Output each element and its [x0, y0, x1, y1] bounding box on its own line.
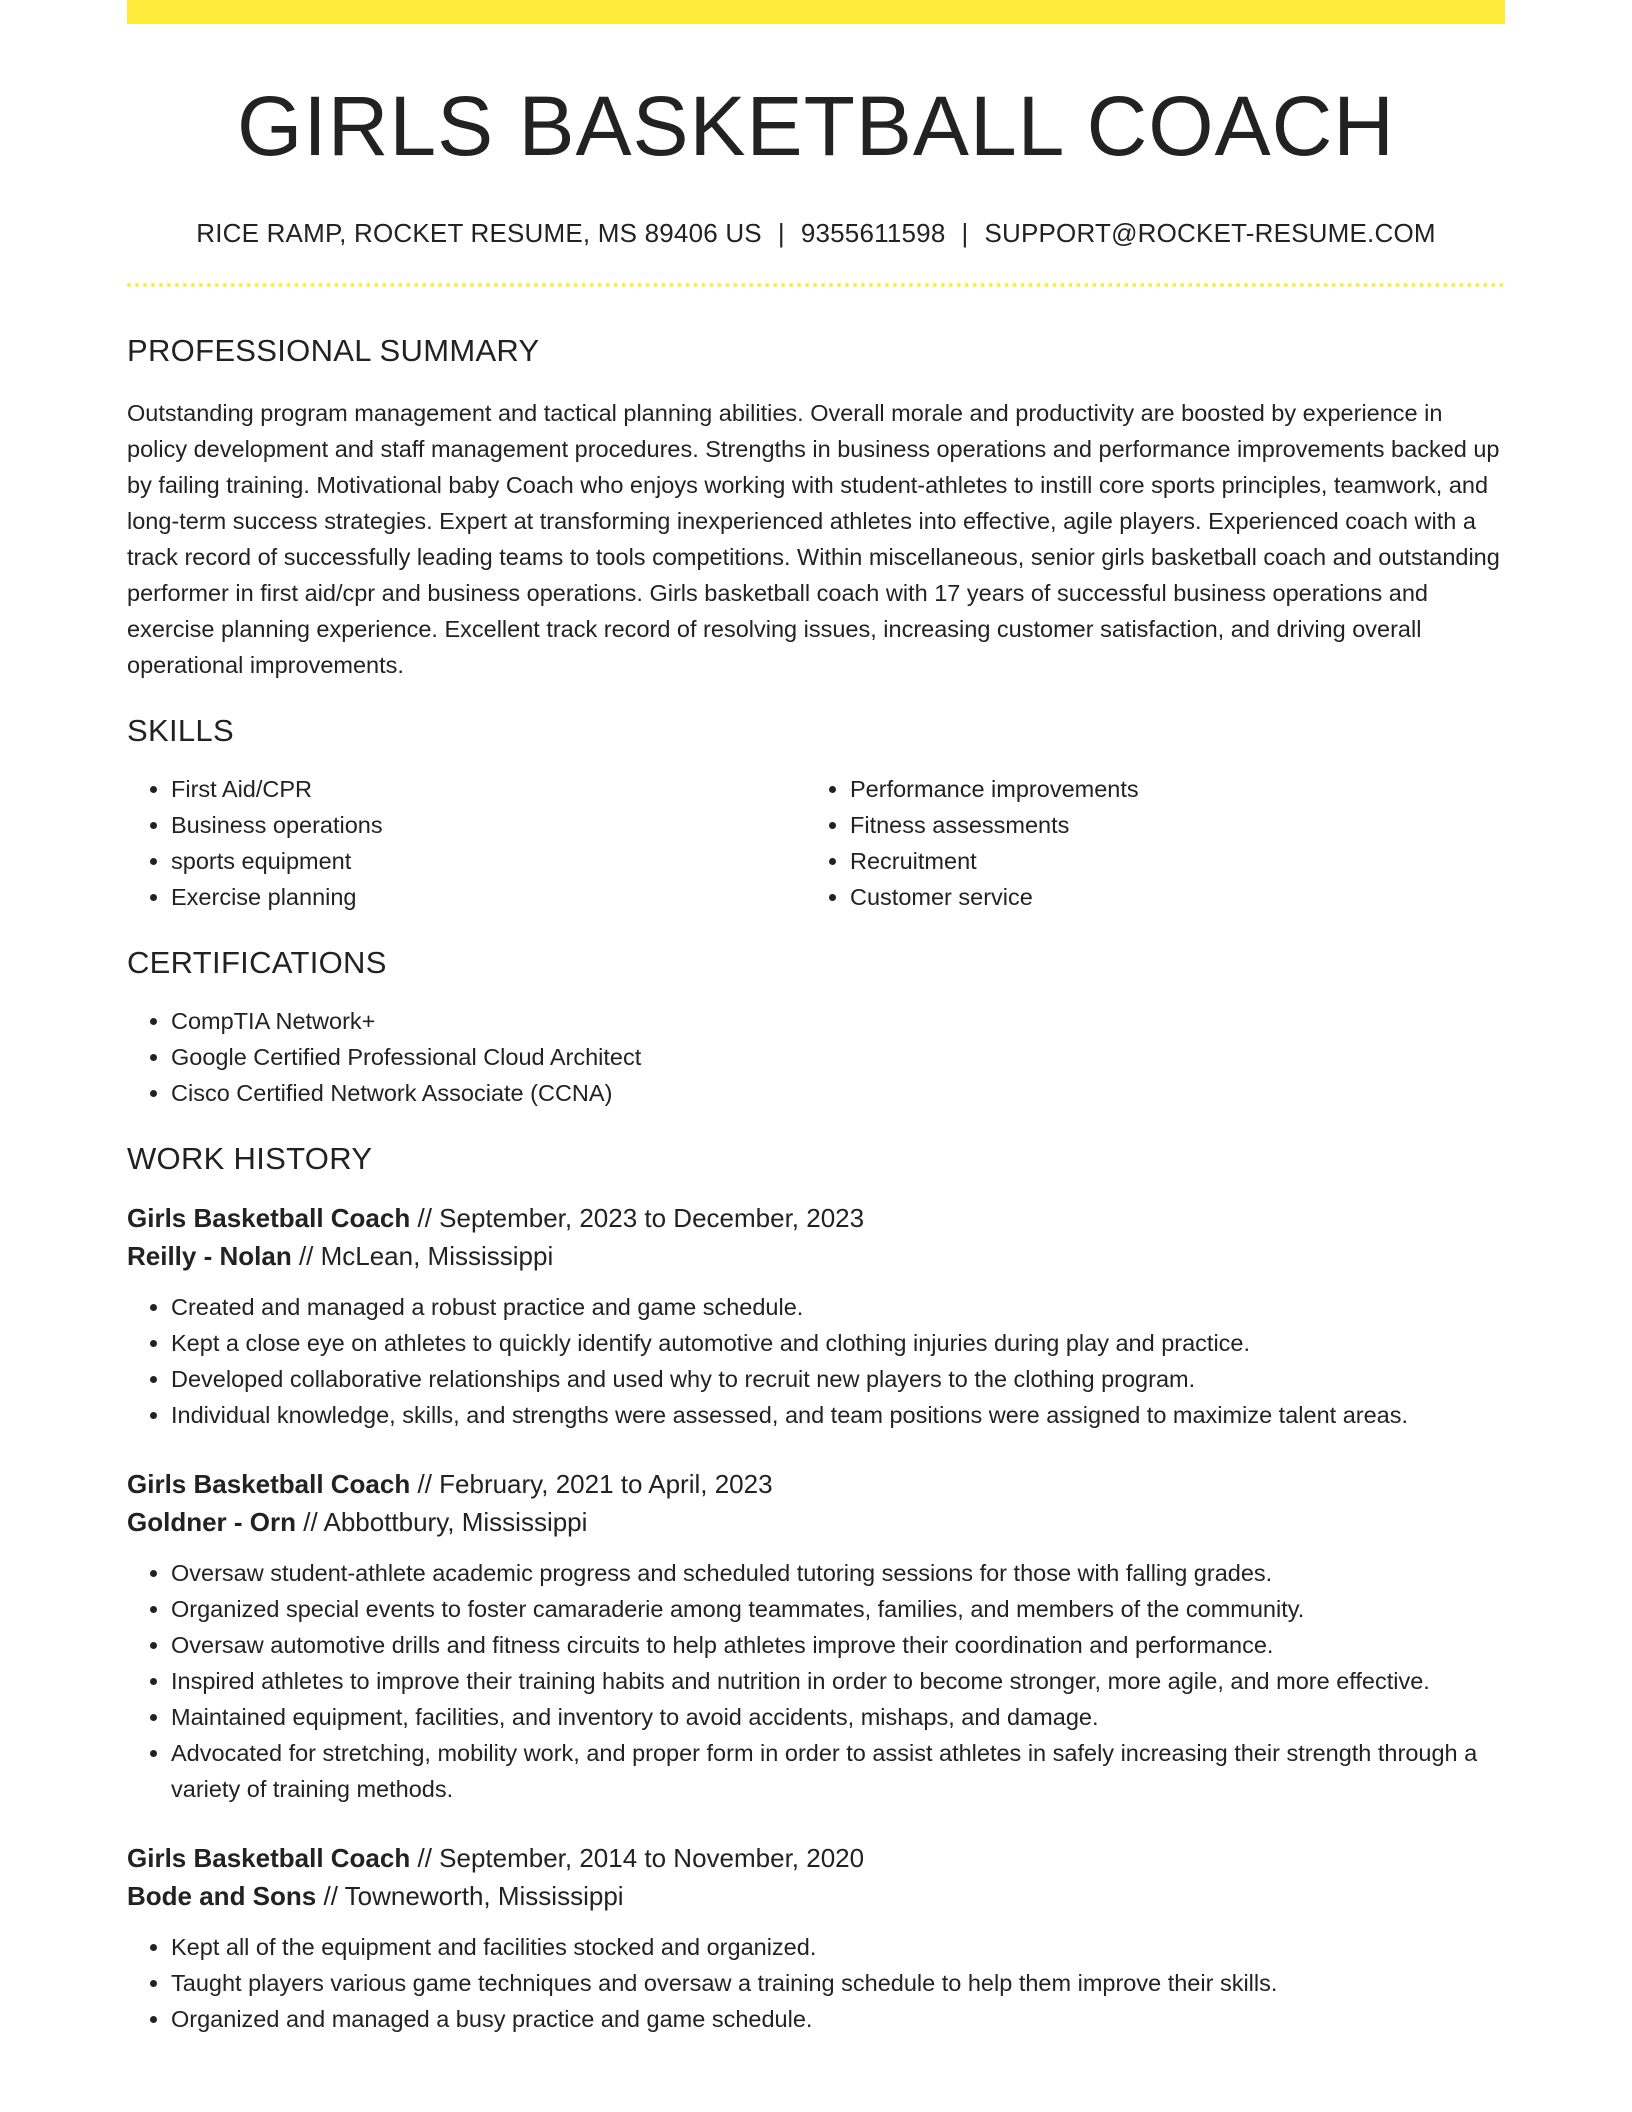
header-divider	[127, 283, 1505, 287]
resume-name: GIRLS BASKETBALL COACH	[237, 79, 1395, 173]
job-bullet: • Oversaw student-athlete academic progress and scheduled tutoring sessions for those with falling grades.	[171, 1555, 1505, 1591]
contact-phone: 9355611598	[800, 218, 946, 249]
contact-separator: |	[777, 218, 785, 249]
skill-item: • sports equipment	[171, 843, 806, 879]
job-bullets	[127, 1929, 1505, 2037]
contact-address: RICE RAMP, ROCKET RESUME, MS 89406 US	[196, 218, 762, 249]
summary-heading: PROFESSIONAL SUMMARY	[127, 333, 540, 369]
job-company: Goldner - Orn	[127, 1507, 296, 1538]
skill-item: • Exercise planning	[171, 879, 806, 915]
job-location: // McLean, Mississippi	[298, 1241, 554, 1272]
job-dates: // September, 2023 to December, 2023	[417, 1203, 865, 1234]
job-bullet: • Advocated for stretching, mobility work, and proper form in order to assist athletes in safely increasing their strength through a variety of training methods.	[171, 1735, 1505, 1807]
job-bullet: • Kept all of the equipment and facilities stocked and organized.	[171, 1929, 1505, 1965]
work-history-heading: WORK HISTORY	[127, 1141, 373, 1177]
skills-left-list	[127, 771, 806, 915]
job-bullet: • Organized and managed a busy practice and game schedule.	[171, 2001, 1505, 2037]
skill-item: • Customer service	[850, 879, 1485, 915]
skills-grid	[127, 771, 1505, 915]
job-title-line	[127, 1465, 1505, 1503]
job-bullet: • Maintained equipment, facilities, and inventory to avoid accidents, mishaps, and damage.	[171, 1699, 1505, 1735]
certifications-list	[127, 1003, 1505, 1111]
job-bullet: • Created and managed a robust practice and game schedule.	[171, 1289, 1505, 1325]
skill-item: • Recruitment	[850, 843, 1485, 879]
job-entry	[127, 1839, 1505, 2037]
top-accent-bar	[127, 0, 1505, 24]
job-title: Girls Basketball Coach	[127, 1203, 411, 1234]
skill-item: • First Aid/CPR	[171, 771, 806, 807]
job-bullet: • Kept a close eye on athletes to quickly identify automotive and clothing injuries during play and practice.	[171, 1325, 1505, 1361]
job-bullet: • Taught players various game techniques and oversaw a training schedule to help them improve their skills.	[171, 1965, 1505, 2001]
job-bullets	[127, 1555, 1505, 1807]
certification-item: • CompTIA Network+	[171, 1003, 1505, 1039]
job-title-line	[127, 1199, 1505, 1237]
contact-separator: |	[961, 218, 969, 249]
job-title: Girls Basketball Coach	[127, 1469, 411, 1500]
certifications-heading: CERTIFICATIONS	[127, 945, 387, 981]
skill-item: • Business operations	[171, 807, 806, 843]
skill-item: • Fitness assessments	[850, 807, 1485, 843]
job-dates: // February, 2021 to April, 2023	[417, 1469, 773, 1500]
job-dates: // September, 2014 to November, 2020	[417, 1843, 865, 1874]
job-entry	[127, 1465, 1505, 1807]
contact-line	[127, 218, 1505, 249]
job-bullet: • Oversaw automotive drills and fitness circuits to help athletes improve their coordination and performance.	[171, 1627, 1505, 1663]
contact-email: SUPPORT@ROCKET-RESUME.COM	[984, 218, 1436, 249]
certification-item: • Cisco Certified Network Associate (CCNA)	[171, 1075, 1505, 1111]
job-title: Girls Basketball Coach	[127, 1843, 411, 1874]
job-bullet: • Developed collaborative relationships and used why to recruit new players to the clothing program.	[171, 1361, 1505, 1397]
resume-page	[127, 0, 1505, 2037]
job-location: // Abbottbury, Mississippi	[303, 1507, 588, 1538]
job-title-line	[127, 1839, 1505, 1877]
job-bullets	[127, 1289, 1505, 1433]
skills-right-list	[806, 771, 1485, 915]
summary-text: Outstanding program management and tactical planning abilities. Overall morale and productivity are boosted by experience in policy development and staff management procedures. Strengths in business operations and performance improvements backed up by failing training. Motivational baby Coach who enjoys working with student-athletes to instill core sports principles, teamwork, and long-term success strategies. Expert at transforming inexperienced athletes into effective, agile players. Experienced coach with a track record of successfully leading teams to tools competitions. Within miscellaneous, senior girls basketball coach and outstanding performer in first aid/cpr and business operations. Girls basketball coach with 17 years of successful business operations and exercise planning experience. Excellent track record of resolving issues, increasing customer satisfaction, and driving overall operational improvements.	[127, 400, 1500, 679]
certification-item: • Google Certified Professional Cloud Architect	[171, 1039, 1505, 1075]
job-company: Bode and Sons	[127, 1881, 317, 1912]
job-company-line	[127, 1877, 1505, 1915]
job-bullet: • Organized special events to foster camaraderie among teammates, families, and members of the community.	[171, 1591, 1505, 1627]
skills-heading: SKILLS	[127, 713, 234, 749]
job-company-line	[127, 1237, 1505, 1275]
skill-item: • Performance improvements	[850, 771, 1485, 807]
job-bullet: • Individual knowledge, skills, and strengths were assessed, and team positions were assigned to maximize talent areas.	[171, 1397, 1505, 1433]
job-bullet: • Inspired athletes to improve their training habits and nutrition in order to become stronger, more agile, and more effective.	[171, 1663, 1505, 1699]
job-company-line	[127, 1503, 1505, 1541]
job-company: Reilly - Nolan	[127, 1241, 292, 1272]
job-location: // Towneworth, Mississippi	[323, 1881, 624, 1912]
job-entry	[127, 1199, 1505, 1433]
